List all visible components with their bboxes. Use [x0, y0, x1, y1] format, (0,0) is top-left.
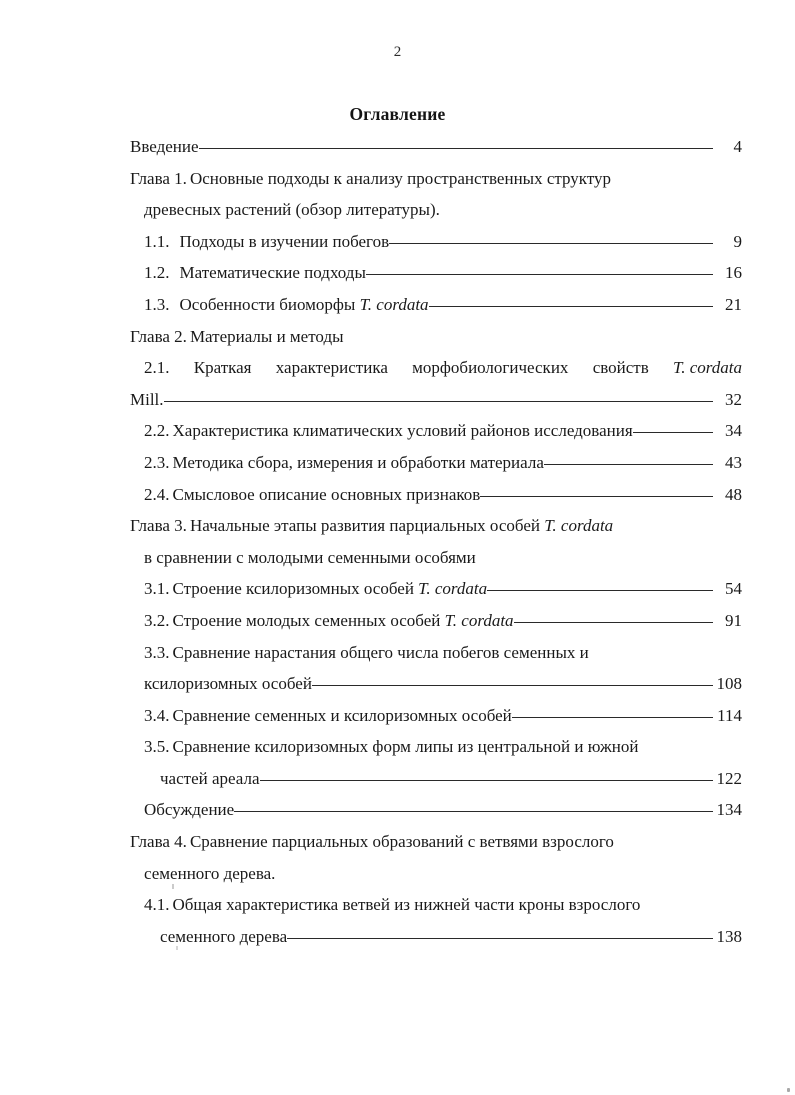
toc-leader-rule: [234, 811, 713, 812]
toc-entry-number: 4.1.: [144, 895, 170, 915]
toc-entry-text: Обсуждение: [144, 800, 235, 820]
toc-entry-number: Глава 4.: [130, 832, 187, 852]
toc-entry-page-number: 54: [725, 579, 742, 599]
toc-leader-rule: [164, 401, 713, 402]
toc-entry-page-number: 16: [725, 263, 742, 283]
toc-entry[interactable]: [130, 170, 742, 202]
toc-entry[interactable]: [130, 138, 742, 170]
toc-entry-text: Сравнение парциальных образований с ветвями взрослого: [189, 832, 614, 852]
toc-entry[interactable]: [144, 486, 742, 518]
toc-entry-number: 1.2.: [144, 263, 170, 283]
toc-entry-label: [130, 138, 199, 155]
toc-entry[interactable]: [144, 896, 742, 928]
toc-entry-label: [144, 233, 389, 250]
page-number-folio: 2: [393, 44, 402, 60]
toc-entry-label: [144, 707, 512, 724]
toc-entry[interactable]: [144, 580, 742, 612]
toc-entry[interactable]: [144, 422, 742, 454]
toc-entry-label: [160, 928, 287, 945]
toc-entry-label: [144, 486, 480, 503]
table-of-contents: [130, 138, 742, 959]
toc-leader-rule: [480, 496, 713, 497]
toc-entry-number: 3.3.: [144, 642, 170, 662]
toc-entry[interactable]: [144, 454, 742, 486]
toc-entry-label: [144, 612, 514, 629]
toc-entry-page-number: 122: [716, 768, 742, 788]
toc-entry-text: древесных растений (обзор литературы).: [144, 200, 440, 220]
page-title: Оглавление: [349, 104, 446, 124]
toc-entry-page-number: 43: [725, 452, 742, 472]
toc-entry-number: Глава 3.: [130, 516, 187, 536]
toc-entry-label: [144, 801, 234, 818]
toc-entry-label: [144, 549, 476, 566]
toc-entry[interactable]: [144, 296, 742, 328]
toc-entry-page-number: 21: [725, 294, 742, 314]
toc-entry[interactable]: [160, 928, 742, 960]
toc-entry-label: [144, 201, 440, 218]
toc-entry-label: [130, 328, 344, 345]
toc-entry-label: [130, 517, 613, 534]
toc-entry-label: [144, 296, 429, 313]
toc-entry-text: Общая характеристика ветвей из нижней части кроны взрослого: [172, 895, 641, 915]
toc-entry-page-number: 9: [733, 231, 742, 251]
toc-leader-rule: [544, 464, 713, 465]
toc-entry-word: Краткая: [193, 358, 252, 378]
toc-entry-label: [144, 865, 275, 882]
toc-entry-label: [144, 644, 589, 661]
toc-entry-number: 1.3.: [144, 294, 170, 314]
toc-leader-rule: [633, 432, 713, 433]
toc-entry[interactable]: [130, 833, 742, 865]
toc-entry-label: [144, 422, 633, 439]
toc-entry-text: Сравнение ксилоризомных форм липы из центральной и южной: [172, 737, 639, 757]
toc-entry-text: в сравнении с молодыми семенными особями: [144, 547, 476, 567]
toc-entry-page-number: 138: [716, 926, 742, 946]
toc-leader-rule: [429, 306, 713, 307]
toc-entry-text: Основные подходы к анализу пространственных структур: [189, 168, 612, 188]
toc-entry-text: Mill.: [130, 389, 164, 409]
toc-entry-text: Характеристика климатических условий районов исследования: [172, 421, 633, 441]
toc-leader-rule: [312, 685, 713, 686]
toc-leader-rule: [487, 590, 713, 591]
toc-entry-number: 3.5.: [144, 737, 170, 757]
toc-entry-text: семенного дерева: [160, 926, 288, 946]
toc-entry-number: 3.2.: [144, 610, 170, 630]
toc-entry[interactable]: [144, 644, 742, 676]
toc-entry-label: [130, 170, 611, 187]
scan-artifact-speck: [172, 884, 174, 889]
toc-entry-text: Начальные этапы развития парциальных особей: [189, 516, 540, 536]
toc-entry-page-number: 134: [716, 800, 742, 820]
toc-entry-text: Подходы в изучении побегов: [179, 231, 390, 251]
toc-entry-text: Математические подходы: [179, 263, 366, 283]
toc-entry[interactable]: [130, 517, 742, 549]
toc-entry-label: [144, 264, 366, 281]
toc-entry-species-italic: T. cordata: [444, 610, 514, 630]
toc-entry-word: морфобиологических: [412, 358, 569, 378]
toc-leader-rule: [366, 274, 713, 275]
toc-entry-page-number: 4: [733, 137, 742, 156]
toc-entry-page-number: 108: [716, 674, 742, 694]
scan-artifact-speck: [787, 1088, 790, 1092]
toc-entry[interactable]: [144, 233, 742, 265]
toc-entry-number: 3.4.: [144, 705, 170, 725]
toc-entry-number: 2.3.: [144, 452, 170, 472]
toc-leader-rule: [514, 622, 713, 623]
toc-entry-label: [144, 454, 544, 471]
toc-entry-text: Сравнение семенных и ксилоризомных особей: [172, 705, 512, 725]
toc-entry[interactable]: [144, 549, 742, 581]
toc-entry-label: [144, 675, 312, 692]
toc-entry-word: 2.1.: [144, 358, 170, 378]
toc-entry-text: Особенности биоморфы: [179, 294, 356, 314]
toc-entry-page-number: 114: [717, 705, 742, 725]
toc-entry-number: 3.1.: [144, 579, 170, 599]
toc-entry-page-number: 48: [725, 484, 742, 504]
toc-entry-text: Строение молодых семенных особей: [172, 610, 441, 630]
toc-entry-label: [130, 391, 164, 408]
toc-entry-label: [144, 359, 742, 376]
toc-entry-species-italic: T. cordata: [544, 516, 614, 536]
scan-artifact-speck: [176, 946, 178, 950]
toc-entry-number: 2.2.: [144, 421, 170, 441]
toc-entry-text: семенного дерева.: [144, 863, 276, 883]
toc-entry-number: Глава 1.: [130, 168, 187, 188]
toc-entry-species-italic: T. cordata: [359, 294, 429, 314]
toc-entry-number: 2.4.: [144, 484, 170, 504]
toc-entry-word: свойств: [592, 358, 649, 378]
toc-entry[interactable]: [130, 328, 742, 360]
toc-entry-page-number: 91: [725, 610, 742, 630]
toc-entry-label: [144, 738, 638, 755]
toc-leader-rule: [260, 780, 714, 781]
toc-entry-species-italic: T. cordata: [418, 579, 488, 599]
toc-entry-label: [130, 833, 614, 850]
toc-entry[interactable]: [144, 738, 742, 770]
toc-entry[interactable]: [144, 801, 742, 833]
toc-leader-rule: [389, 243, 713, 244]
toc-leader-rule: [199, 148, 713, 149]
toc-entry-species-italic: T. cordata: [673, 358, 742, 378]
toc-entry[interactable]: [160, 770, 742, 802]
toc-entry-text: Методика сбора, измерения и обработки материала: [172, 452, 544, 472]
toc-entry[interactable]: [144, 612, 742, 644]
toc-entry[interactable]: [144, 264, 742, 296]
toc-entry[interactable]: [144, 675, 742, 707]
toc-entry-number: Глава 2.: [130, 326, 187, 346]
toc-entry-page-number: 32: [725, 389, 742, 409]
toc-entry-number: 1.1.: [144, 231, 170, 251]
toc-entry[interactable]: [130, 391, 742, 423]
toc-entry-text: Сравнение нарастания общего числа побегов семенных и: [172, 642, 589, 662]
toc-entry-text: Введение: [130, 137, 199, 156]
toc-entry-label: [160, 770, 260, 787]
toc-entry-page-number: 34: [725, 421, 742, 441]
toc-entry-text: Материалы и методы: [189, 326, 344, 346]
toc-leader-rule: [287, 938, 713, 939]
toc-entry[interactable]: [144, 359, 742, 391]
toc-entry-text: Смысловое описание основных признаков: [172, 484, 481, 504]
toc-entry-text: Строение ксилоризомных особей: [172, 579, 414, 599]
toc-entry[interactable]: [144, 707, 742, 739]
toc-entry-label: [144, 580, 487, 597]
toc-leader-rule: [512, 717, 713, 718]
toc-entry[interactable]: [144, 201, 742, 233]
toc-entry-word: характеристика: [275, 358, 388, 378]
toc-entry-label: [144, 896, 640, 913]
toc-entry-text: частей ареала: [160, 768, 260, 788]
toc-entry[interactable]: [144, 865, 742, 897]
toc-entry-text: ксилоризомных особей: [144, 674, 312, 694]
